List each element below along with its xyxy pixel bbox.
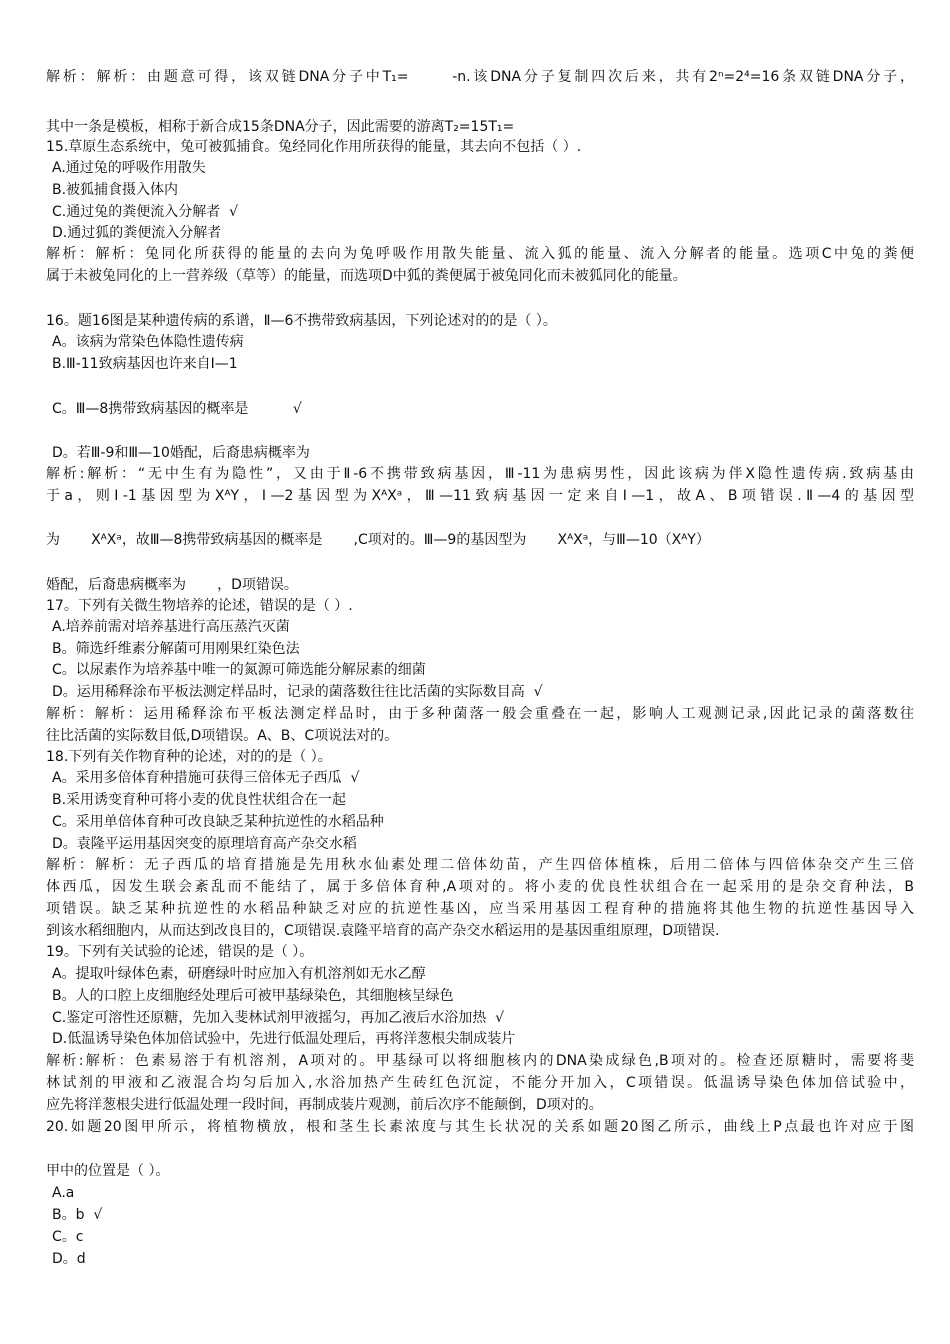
option-b: B。筛选纤维素分解菌可用刚果红染色法 [52,641,300,657]
option-c: C.鉴定可溶性还原糖，先加入斐林试剂甲液摇匀，再加乙液后水浴加热 √ [52,1010,505,1026]
option-c: C。以尿素作为培养基中唯一的氮源可筛选能分解尿素的细菌 [52,662,426,678]
option-c: C。Ⅲ—8携带致病基因的概率是 √ [52,401,302,417]
analysis-line: 解析：解析：兔同化所获得的能量的去向为兔呼吸作用散失能量、流入狐的能量、流入分解者的能量。选项C中兔的粪便 [46,246,914,262]
analysis-line: 项错误。缺乏某种抗逆性的水稻品种缺乏对应的抗逆性基凶，应当采用基因工程育种的措施将其他生物的抗逆性基因导入 [46,901,914,917]
text-line: 其中一条是模板，相称于新合成15条DNA分子，因此需要的游离T₂=15T₁= [46,119,515,135]
question-17: 17。下列有关微生物培养的论述，错误的是（ ）. [46,598,353,614]
option-a: A。采用多倍体育种措施可获得三倍体无子西瓜 √ [52,770,360,786]
analysis-line: 为 XᴬXᵃ，故Ⅲ—8携带致病基因的概率是 ,C项对的。Ⅲ—9的基因型为 XᴬXᵃ，与Ⅲ—10（XᴬY） [46,532,710,548]
option-d: D.通过狐的粪便流入分解者 [52,225,222,241]
analysis-line: 属于未被兔同化的上一营养级（草等）的能量，而选项D中狐的粪便属于被兔同化而未被狐同化的能量。 [46,268,687,284]
analysis-line: 解析：解析：无子西瓜的培育措施是先用秋水仙素处理二倍体幼苗，产生四倍体植株，后用二倍体与四倍体杂交产生三倍 [46,857,914,873]
option-c: C。c [52,1229,84,1245]
analysis-line: 林试剂的甲液和乙液混合均匀后加入,水浴加热产生砖红色沉淀，不能分开加入，C项错误。低温诱导染色体加倍试验中， [46,1075,914,1091]
option-b: B.被狐捕食摄入体内 [52,182,179,198]
option-d: D。运用稀释涂布平板法测定样品时，记录的菌落数往往比活菌的实际数目高 √ [52,684,543,700]
option-c: C。采用单倍体育种可改良缺乏某种抗逆性的水稻品种 [52,814,384,830]
option-d: D.低温诱导染色体加倍试验中，先进行低温处理后，再将洋葱根尖制成装片 [52,1031,516,1047]
analysis-line: 于a，则Ⅰ-1基因型为XᴬY，Ⅰ—2基因型为XᴬXᵃ，Ⅲ—11致病基因一定来自Ⅰ—1，故A、B项错误.Ⅱ—4的基因型 [46,488,914,504]
option-a: A.培养前需对培养基进行高压蒸汽灭菌 [52,619,290,635]
question-15: 15.草原生态系统中，兔可被狐捕食。兔经同化作用所获得的能量，其去向不包括（ ）. [46,139,582,155]
analysis-line: 应先将洋葱根尖进行低温处理一段时间，再制成装片观测，前后次序不能颠倒，D项对的。 [46,1097,603,1113]
analysis-line: 婚配，后裔患病概率为 ，D项错误。 [46,577,298,593]
option-a: A.a [52,1185,75,1201]
option-b: B。b √ [52,1207,103,1223]
option-d: D。若Ⅲ-9和Ⅲ—10婚配，后裔患病概率为 [52,445,310,461]
question-19: 19。下列有关试验的论述，错误的是（ ）。 [46,944,314,960]
option-d: D。袁隆平运用基因突变的原理培育高产杂交水稻 [52,836,357,852]
question-20: 20.如题20图甲所示，将植物横放，根和茎生长素浓度与其生长状况的关系如题20图乙所示，曲线上P点最也许对应于图 [46,1119,914,1135]
question-18: 18.下列有关作物育种的论述，对的的是（ ）。 [46,749,332,765]
option-a: A。提取叶绿体色素，研磨绿叶时应加入有机溶剂如无水乙醇 [52,966,426,982]
option-b: B。人的口腔上皮细胞经处理后可被甲基绿染色，其细胞核呈绿色 [52,988,454,1004]
option-d: D。d [52,1251,86,1267]
analysis-line: 解析：解析：运用稀释涂布平板法测定样品时，由于多种菌落一般会重叠在一起，影响人工观测记录,因此记录的菌落数往 [46,706,914,722]
question-16: 16。题16图是某种遗传病的系谱，Ⅱ—6不携带致病基因，下列论述对的的是（ ）。 [46,313,557,329]
analysis-line: 解析:解析：色素易溶于有机溶剂，A项对的。甲基绿可以将细胞核内的DNA染成绿色,B项对的。检查还原糖时，需要将斐 [46,1053,914,1069]
analysis-line: 解析:解析：“无中生有为隐性”，又由于Ⅱ-6不携带致病基因，Ⅲ-11为患病男性，因此该病为伴X隐性遗传病.致病基由 [46,466,914,482]
option-b: B.采用诱变育种可将小麦的优良性状组合在一起 [52,792,347,808]
question-20-cont: 甲中的位置是（ ）。 [46,1163,170,1179]
option-b: B.Ⅲ-11致病基因也许来自Ⅰ—1 [52,356,238,372]
analysis-line: 到该水稻细胞内，从而达到改良目的，C项错误.袁隆平培育的高产杂交水稻运用的是基因重组原理，D项错误. [46,923,720,939]
option-c: C.通过兔的粪便流入分解者 √ [52,204,239,220]
option-a: A。该病为常染色体隐性遗传病 [52,334,244,350]
analysis-line: 往比活菌的实际数目低,D项错误。A、B、C项说法对的。 [46,728,399,744]
text-line: 解析：解析：由题意可得，该双链DNA分子中T₁= -n.该DNA分子复制四次后来，共有2ⁿ=2⁴=16条双链DNA分子， [46,69,914,85]
option-a: A.通过兔的呼吸作用散失 [52,160,206,176]
analysis-line: 体西瓜，因发生联会紊乱而不能结了，属于多倍体育种,A项对的。将小麦的优良性状组合在一起采用的是杂交育种法，B [46,879,914,895]
